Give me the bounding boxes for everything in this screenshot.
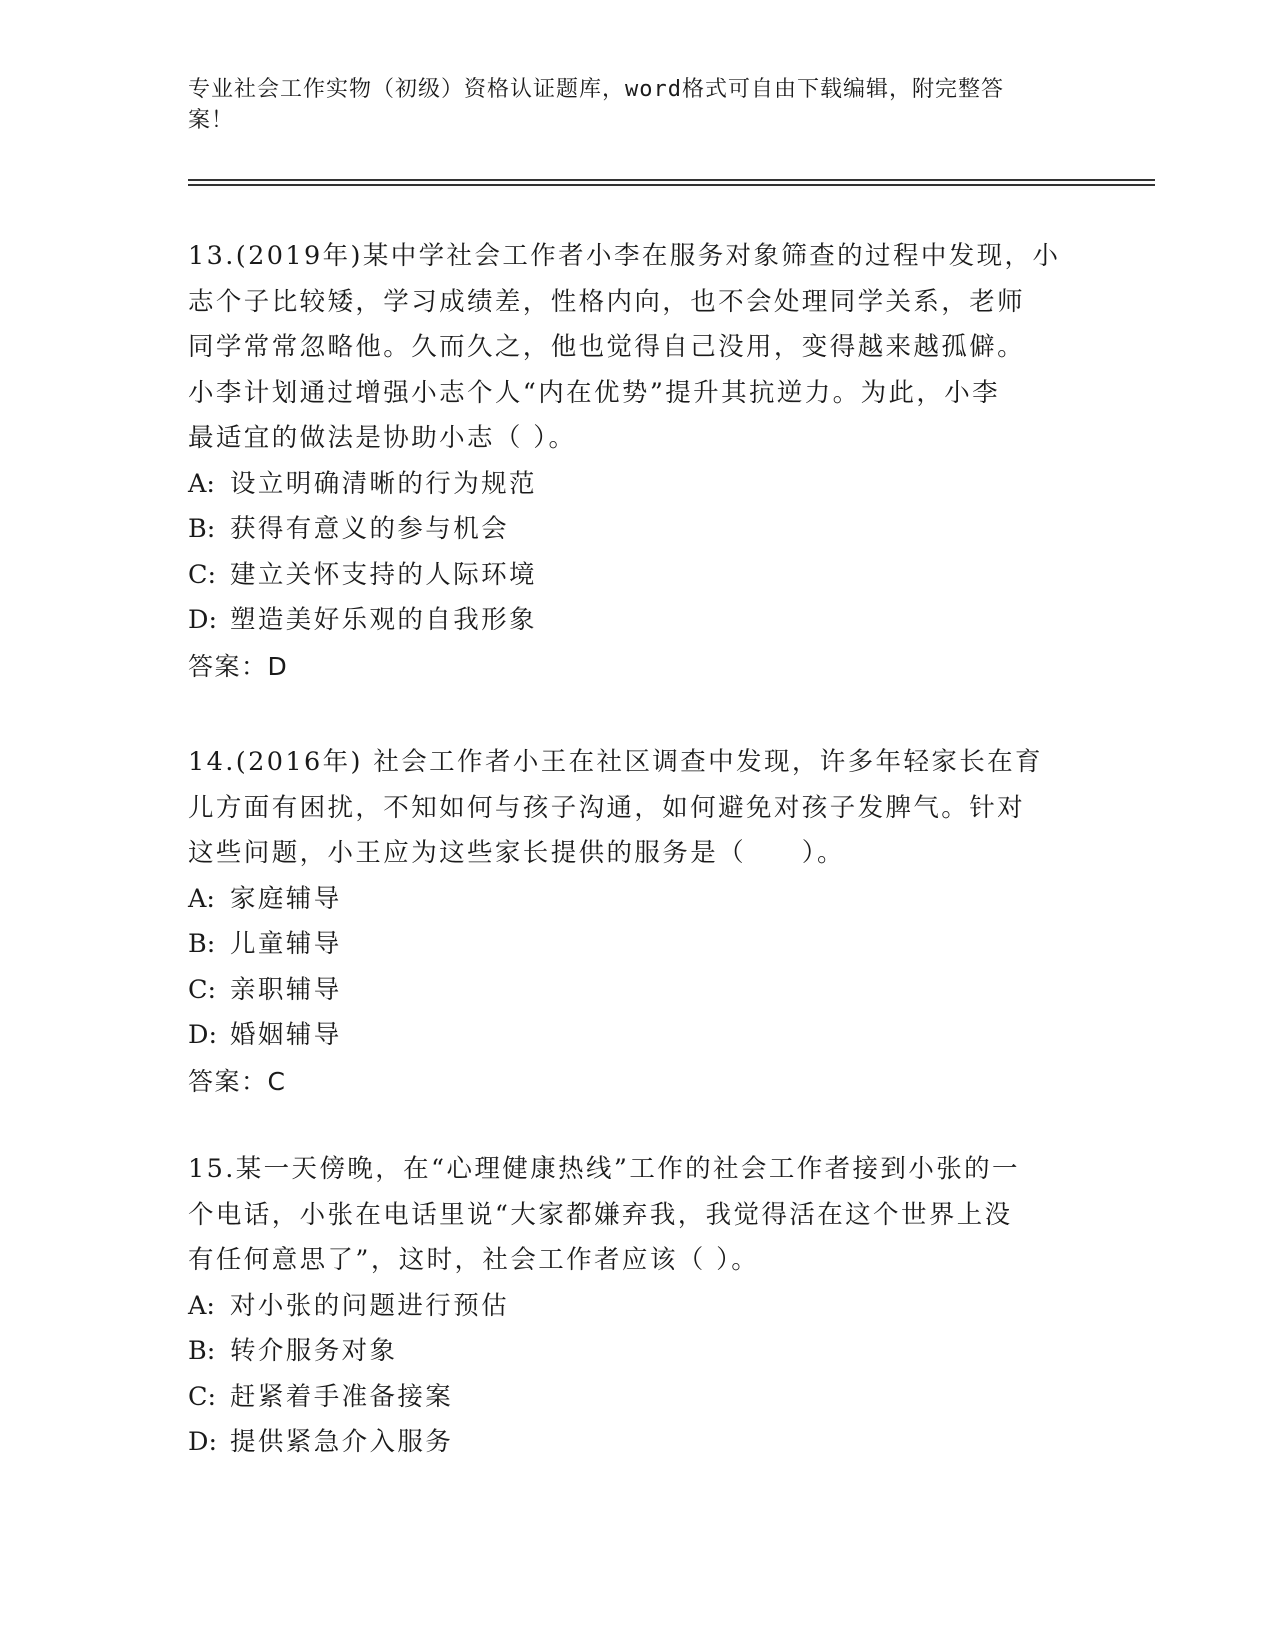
stem-line: 15.某一天傍晚，在“心理健康热线”工作的社会工作者接到小张的一 xyxy=(188,1154,1020,1184)
option-text: 儿童辅导 xyxy=(230,929,342,959)
option-d xyxy=(188,598,1088,644)
stem-line: 有任何意思了”，这时，社会工作者应该（ ）。 xyxy=(188,1245,760,1275)
page-header xyxy=(188,74,1068,136)
header-rule-bottom xyxy=(188,184,1155,186)
option-letter: B: xyxy=(188,514,216,544)
option-c xyxy=(188,553,1088,599)
option-text: 对小张的问题进行预估 xyxy=(230,1290,510,1321)
option-letter: C: xyxy=(188,1381,217,1412)
option-letter: C: xyxy=(188,559,217,590)
option-a xyxy=(188,462,1088,508)
option-letter: D: xyxy=(188,1427,218,1457)
option-c xyxy=(188,1375,1088,1421)
option-text: 塑造美好乐观的自我形象 xyxy=(230,605,537,635)
option-a xyxy=(188,877,1088,923)
option-b xyxy=(188,922,1088,968)
question-stem xyxy=(188,234,1088,462)
option-a xyxy=(188,1284,1088,1330)
option-letter: D: xyxy=(188,605,218,635)
stem-line: 儿方面有困扰，不知如何与孩子沟通，如何避免对孩子发脾气。针对 xyxy=(188,792,1026,823)
option-b xyxy=(188,507,1088,553)
option-list xyxy=(188,1284,1088,1466)
option-text: 家庭辅导 xyxy=(230,883,342,914)
answer-line: 答案：D xyxy=(188,651,289,681)
stem-line: 小李计划通过增强小志个人“内在优势”提升其抗逆力。为此，小李 xyxy=(188,377,1001,408)
answer-line: 答案：C xyxy=(188,1066,287,1096)
option-text: 转介服务对象 xyxy=(230,1336,398,1366)
stem-line: 最适宜的做法是协助小志（ ）。 xyxy=(188,423,577,453)
question-14 xyxy=(188,740,1088,1104)
option-letter: D: xyxy=(188,1020,218,1050)
option-text: 设立明确清晰的行为规范 xyxy=(230,468,537,499)
stem-line: 这些问题，小王应为这些家长提供的服务是（ ）。 xyxy=(188,838,845,868)
question-stem xyxy=(188,1147,1088,1284)
question-stem xyxy=(188,740,1088,877)
stem-line: 个电话，小张在电话里说“大家都嫌弃我，我觉得活在这个世界上没 xyxy=(188,1199,1013,1230)
option-b xyxy=(188,1329,1088,1375)
stem-line: 同学常常忽略他。久而久之，他也觉得自己没用，变得越来越孤僻。 xyxy=(188,332,1026,362)
option-letter: A: xyxy=(188,1290,216,1321)
option-letter: C: xyxy=(188,974,217,1005)
stem-line: 13.(2019年)某中学社会工作者小李在服务对象筛查的过程中发现，小 xyxy=(188,241,1061,271)
option-text: 获得有意义的参与机会 xyxy=(230,514,510,544)
option-list xyxy=(188,462,1088,644)
stem-line: 14.(2016年) 社会工作者小王在社区调查中发现，许多年轻家长在育 xyxy=(188,747,1043,777)
option-letter: B: xyxy=(188,929,216,959)
option-letter: A: xyxy=(188,883,216,914)
header-line-2: 案！ xyxy=(188,108,235,133)
option-text: 赶紧着手准备接案 xyxy=(230,1381,454,1412)
header-rule-top xyxy=(188,179,1155,181)
option-d xyxy=(188,1420,1088,1466)
header-line-1: 专业社会工作实物（初级）资格认证题库，word格式可自由下载编辑，附完整答 xyxy=(188,77,1004,102)
option-list xyxy=(188,877,1088,1059)
option-letter: A: xyxy=(188,468,216,499)
question-15 xyxy=(188,1147,1088,1466)
option-text: 建立关怀支持的人际环境 xyxy=(230,559,537,590)
option-text: 婚姻辅导 xyxy=(230,1020,342,1050)
option-text: 提供紧急介入服务 xyxy=(230,1427,454,1457)
question-13 xyxy=(188,234,1088,689)
option-c xyxy=(188,968,1088,1014)
option-letter: B: xyxy=(188,1336,216,1366)
option-text: 亲职辅导 xyxy=(230,974,342,1005)
option-d xyxy=(188,1013,1088,1059)
stem-line: 志个子比较矮，学习成绩差，性格内向，也不会处理同学关系，老师 xyxy=(188,286,1026,317)
